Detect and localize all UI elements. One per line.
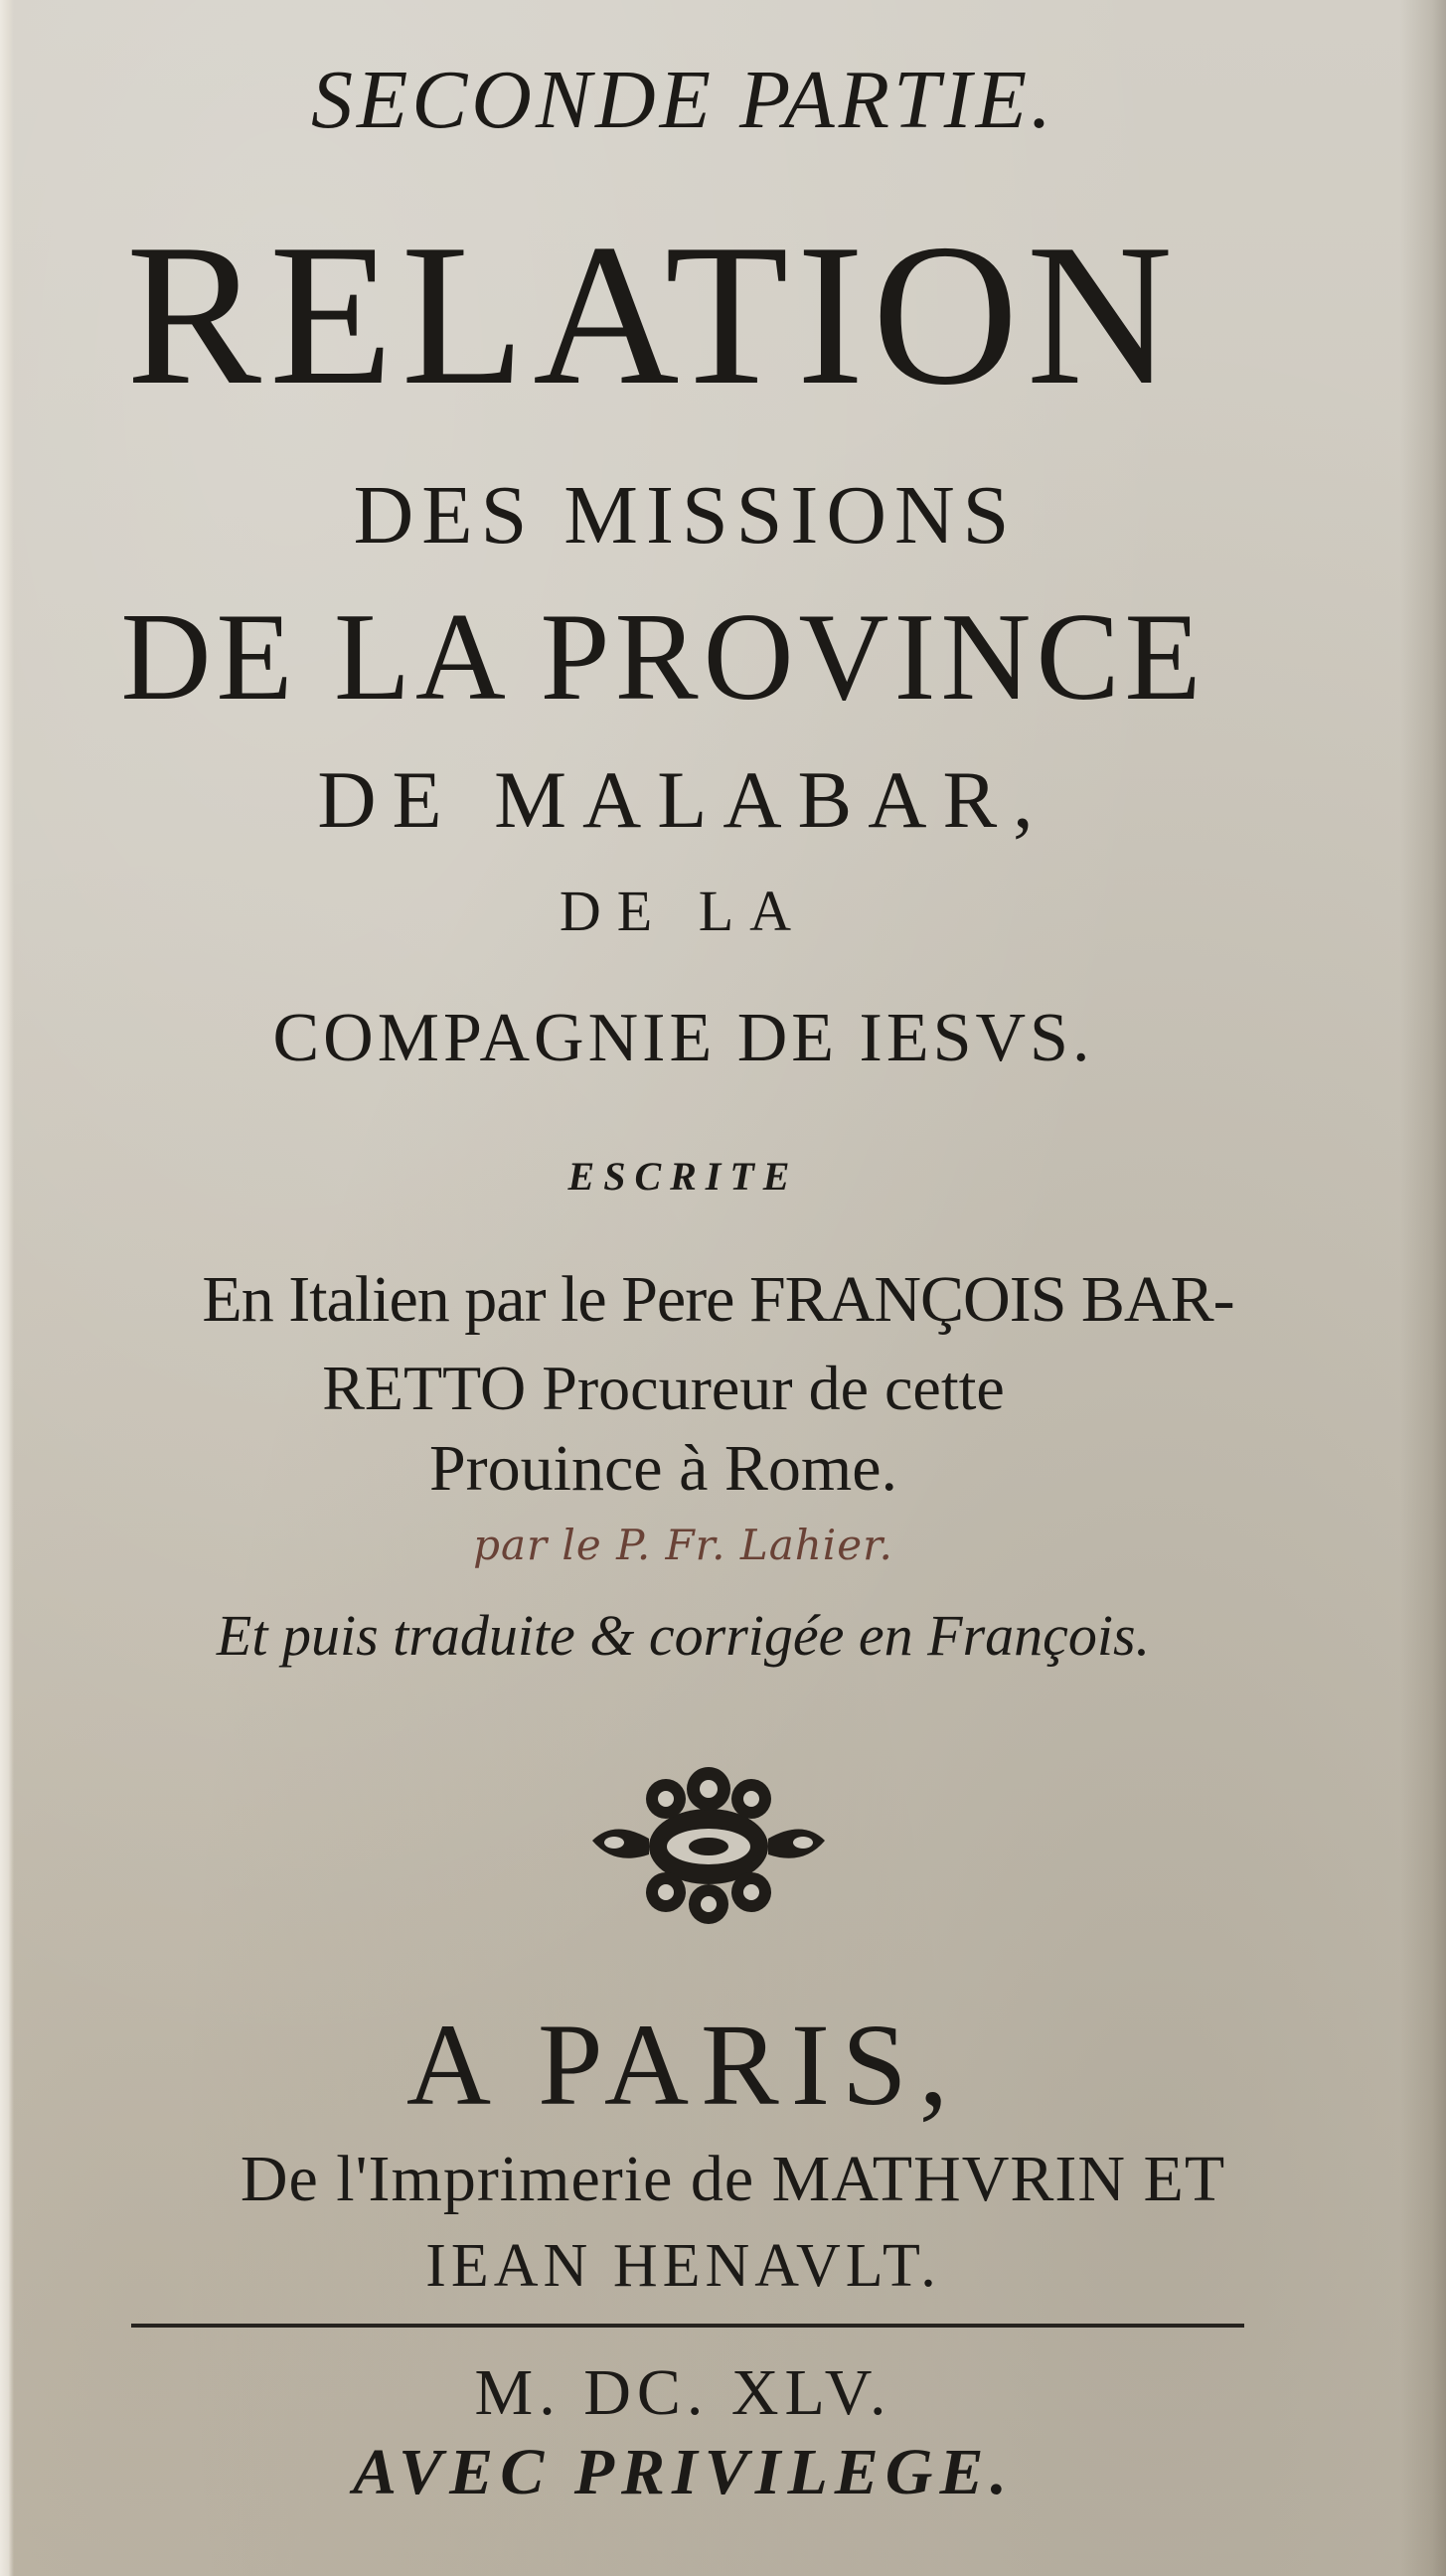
translation-line: Et puis traduite & corrigée en François. — [216, 1603, 1151, 1668]
subtitle-missions: DES MISSIONS — [353, 469, 1018, 562]
author-line-2: RETTO Procureur de cette — [322, 1353, 1005, 1423]
written-label: ESCRITE — [567, 1154, 799, 1199]
imprint-city: A PARIS, — [405, 2000, 961, 2130]
imprint-privilege: AVEC PRIVILEGE. — [353, 2436, 1014, 2508]
manuscript-annotation: par le P. Fr. Lahier. — [473, 1521, 893, 1569]
imprint-date: M. DC. XLV. — [474, 2356, 892, 2429]
part-heading: SECONDE PARTIE. — [310, 54, 1056, 146]
imprint-rule — [131, 2324, 1244, 2328]
subtitle-province: DE LA PROVINCE — [120, 588, 1206, 726]
subtitle-malabar: DE MALABAR, — [317, 754, 1049, 845]
author-line-3: Prouince à Rome. — [428, 1432, 898, 1505]
subtitle-de-la: DE LA — [559, 879, 808, 943]
main-title: RELATION — [125, 203, 1182, 427]
subtitle-compagnie: COMPAGNIE DE IESVS. — [272, 1000, 1094, 1076]
printers-ornament-icon — [584, 1759, 833, 1928]
imprint-printer-line-2: IEAN HENAVLT. — [425, 2232, 941, 2300]
author-line-1: En Italien par le Pere FRANÇOIS BAR- — [202, 1263, 1234, 1336]
imprint-printer-line-1: De l'Imprimerie de MATHVRIN ET — [240, 2143, 1226, 2215]
